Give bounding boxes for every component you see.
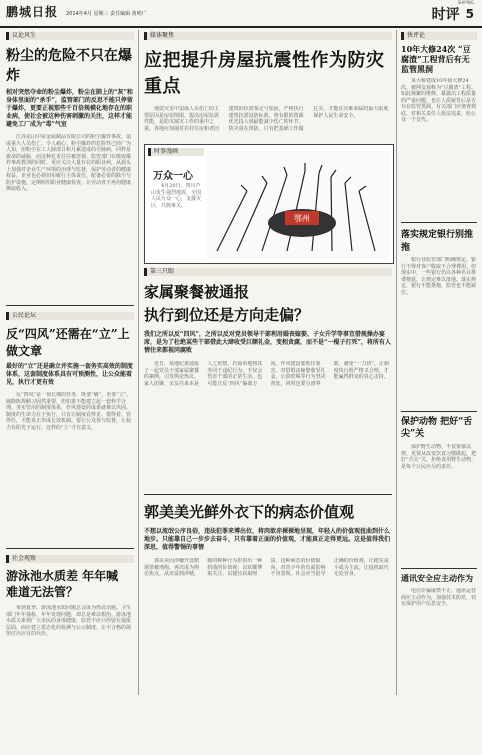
divider bbox=[401, 222, 477, 223]
cartoon-illustration bbox=[207, 151, 389, 259]
headline-guo: 郭美美光鲜外衣下的病态价值观 bbox=[144, 503, 355, 521]
divider bbox=[401, 568, 477, 569]
family-dinner-section bbox=[144, 268, 392, 483]
body-dust: 江苏昆山中荣金属制品有限公司的粉尘爆炸事故，造成重大人员伤亡，令人痛心。粉尘爆炸的危险性已经广为人知，但粉尘在工人肺部日积月累造成的尘肺病，同样是致命的威胁，而这种危害往往被忽视。监管部门在吸取爆炸事故教训的同时，更应关注大量存在的职业病，从源头上加强对企业生产环境的治理与监督，保护劳动者的健康权益。企业也必须切实履行主体责任，配备必要的除尘与防护设施，定期组织职业健康检查，让劳动者不再用健康换取收入。 bbox=[6, 134, 132, 192]
newspaper-logo: 鹏城日报 bbox=[6, 5, 59, 19]
cartoon-title: 万众一心 bbox=[153, 171, 193, 182]
left-column bbox=[6, 32, 134, 755]
headline-pool: 游泳池水质差 年年喊 难道无法管？ bbox=[6, 569, 119, 599]
kicker-left-2: 公民论坛 bbox=[6, 312, 134, 320]
body-dinner: 近日，某地纪委通报了一起党员干部家属聚餐的案例，引发舆论热议。家人团聚、亲友往来本是人之常情，若简单地将其等同于违纪行为，不仅会伤害干部的正常生活，也可能让反“四风”偏离方向。作风建设要抓住要害，对借婚丧嫁娶收受礼金、公款吃喝等行为坚决查处，同时也要分清界限，避免“一刀切”，让制度执行既严格又合理，才能赢得群众的真心支持。 bbox=[144, 361, 389, 387]
body-telecom: 电信诈骗屡禁不止，通讯运营商应主动作为，加强技术防范，切实保护用户信息安全。 bbox=[401, 588, 477, 607]
divider bbox=[138, 30, 139, 695]
issue-meta: 2014年4月 星期三 责任编辑 黄明广 bbox=[66, 11, 147, 17]
headline-quake: 应把提升房屋抗震性作为防灾重点 bbox=[144, 50, 385, 97]
body-quake: 地震灾害中造成人员伤亡的主要原因是房屋倒塌。提高房屋抗震性能，是防灾减灾工作的重中之重。各地应加强对农村住房和老旧建筑的抗震鉴定与加固，严格执行建筑抗震设防标准，将有限的资源优先投入到最能减少伤亡的环节。防灾重在预防，只有把基础工作做扎实，才能在灾难来临时最大限度保护人民生命安全。 bbox=[144, 106, 389, 132]
page-number: 5 bbox=[465, 6, 474, 21]
headline-dust: 粉尘的危险不只在爆炸 bbox=[6, 48, 132, 84]
kicker-left-1: 议论风生 bbox=[6, 32, 134, 40]
headline-tofu: 10年大修24次 “豆腐渣”工程背后有无监管黑洞 bbox=[401, 44, 471, 74]
cartoon-note: 4月20日，四川芦山发生强烈地震，全国人民万众一心，支援灾区，共渡难关。 bbox=[151, 183, 202, 209]
headline-dinner-2: 执行到位还是方向走偏？ bbox=[144, 306, 310, 324]
section-label bbox=[432, 5, 474, 22]
right-column bbox=[401, 32, 477, 648]
guo-section bbox=[144, 494, 392, 676]
edition-label: SHIPING bbox=[457, 0, 474, 5]
headline-dinner-1: 家属聚餐被通报 bbox=[144, 283, 250, 301]
body-animal: 保护野生动物，不仅要靠法律，更要从改变饮食习惯做起。把好“舌尖”关，拒绝食用野生动物，是每个公民应尽的责任。 bbox=[401, 444, 477, 470]
body-guo: 郭美美因涉嫌开设赌场罪被刑拘，再次成为舆论焦点。从炫富到涉赌，她的种种行为折射出一种扭曲的价值观：以炫耀博取关注，以捷径获取财富。这种病态的价值取向，对青少年的负面影响不容忽视。社会应当倡导正确的价值观，让踏实奋斗成为主流，让投机取巧无处容身。 bbox=[144, 558, 389, 577]
headline-telecom: 通讯安全应主动作为 bbox=[401, 573, 473, 583]
headline-bank: 落实规定银行别推拖 bbox=[401, 230, 474, 253]
lead-four-winds: 最好的“立”还是确立并实施一套务实高效的制度体系，这套制度体系具有可预测性，让公众能看见，执行才更有效 bbox=[6, 363, 133, 386]
cartoon-sign: 鄂州 bbox=[294, 214, 310, 223]
center-column bbox=[144, 32, 392, 577]
masthead bbox=[0, 0, 482, 28]
body-four-winds: 反“四风”是一项长期的任务，既要“破”，更要“立”。破除陈规陋习固然重要，但如果不能建立起一套科学合理、务实管用的制度体系，作风建设的成果就难以巩固。制度的生命力在于执行，只有让制度看得见、摸得着、管得住，才能真正形成长效机制。要让公众参与监督，让权力在阳光下运行，这样的“立”才有意义。 bbox=[6, 392, 132, 431]
body-bank: 银行业监管部门明确规定，银行不得对客户收取不合理费用。但现实中，一些银行仍以各种名目推诿拖延，让规定难以落地。落实规定，银行不能推拖，监管也不能缺位。 bbox=[401, 257, 477, 296]
lead-dust: 相对突然夺命的粉尘爆炸，粉尘在肺上的“灰”和身体里面的“杀手”，监管部门的反思不能只停留于爆炸，更要正视那些千百倍规模化地存在的职业病，使社会被这种伤害刺激的关注，这样才能避免工厂成为“毒”气室 bbox=[6, 89, 133, 128]
lead-dinner: 我们之所以反“四风”，之所以反对党员领导干部利用婚丧嫁娶、子女升学等事宜借规操办宴席，是为了杜绝某些干部借此大肆收受巨额礼金，变相贪腐，而不是“一棍子打死”，将所有人情往来都视同腐败 bbox=[144, 331, 391, 354]
section-name: 时评 bbox=[431, 6, 460, 23]
divider bbox=[396, 30, 397, 695]
body-pool: 每到夏季，游泳池水质问题总会成为热议话题。卫生部门年年抽检，年年发现问题，却总是难以根治。游泳池水质关系到广大市民的身体健康，监管不应只停留在通报层面，而应建立常态化的检测与公示制度，让不合格的场馆付出应有的代价。 bbox=[6, 605, 132, 637]
divider bbox=[401, 411, 477, 412]
kicker-cartoon: 时事漫画 bbox=[148, 148, 204, 156]
headline-four-winds: 反“四风”还需在“立”上做文章 bbox=[6, 327, 130, 358]
divider bbox=[6, 305, 134, 306]
kicker-right-1: 快评论 bbox=[401, 32, 477, 40]
headline-animal: 保护动物 把好“舌尖”关 bbox=[401, 417, 473, 439]
kicker-left-3: 社会观察 bbox=[6, 555, 134, 563]
body-tofu: 某大桥建成10年间大修24次，被网友戏称为“豆腐渣”工程。如此频繁的维修，暴露出工程质量的严重问题，也让人质疑背后是否存在监管黑洞。有关部门应彻查到底，对相关责任人依法追责，给公众一个交代。 bbox=[401, 78, 477, 123]
kicker-center-1: 媒体聚焦 bbox=[144, 32, 392, 40]
cartoon-box bbox=[144, 144, 394, 264]
divider bbox=[6, 548, 134, 549]
divider bbox=[144, 494, 392, 495]
kicker-center-2: 第三只眼 bbox=[144, 268, 392, 276]
lead-guo: 不想以流氓公序良俗，违法犯罪来博出位，将肉欲赤裸裸地呈现，年轻人的价值观扭曲到什么地步。只能靠自己一步步去奋斗，只有靠着正面的价值观，才能真正走得更远。这是值得我们深思，值得警惕的事情 bbox=[144, 528, 391, 551]
